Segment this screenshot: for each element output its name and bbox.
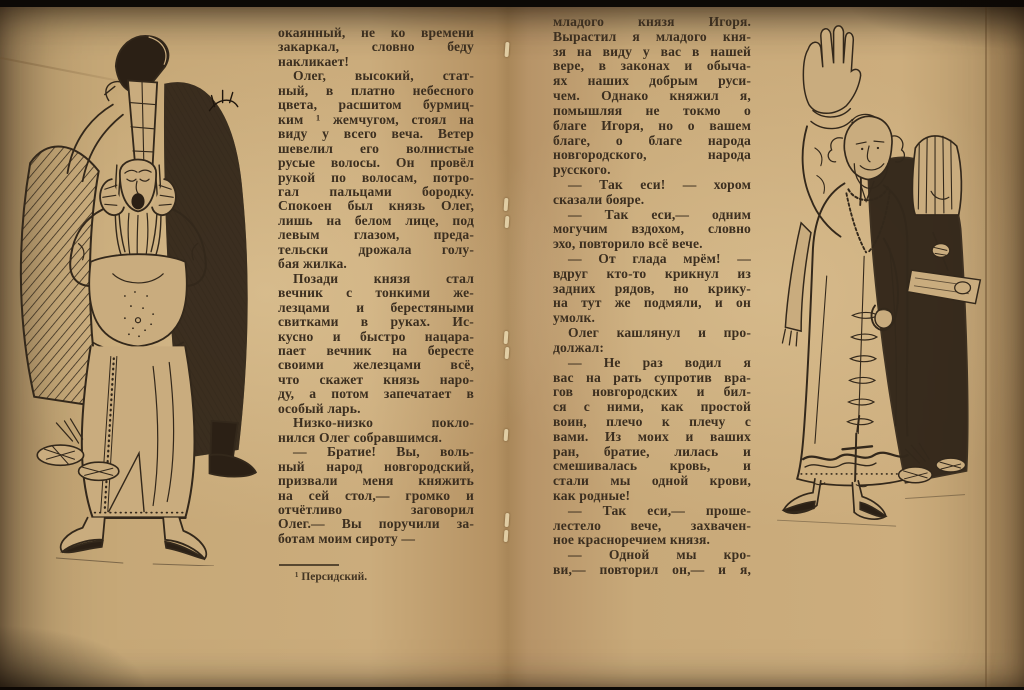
stitch-thread xyxy=(504,429,509,441)
text-line: кусно и быстро нацара- xyxy=(278,329,474,344)
left-illustration xyxy=(12,22,264,566)
text-line: вечник с тонкими же- xyxy=(278,286,474,301)
text-line: ся с ними, как простой xyxy=(553,400,751,415)
text-line: русского. xyxy=(553,163,611,178)
text-line: ный, в платно небесного xyxy=(278,83,474,98)
text-line: своими железцами всё, xyxy=(278,358,474,373)
shadow-corner xyxy=(0,620,160,690)
text-line: новгородского, народа xyxy=(553,148,751,163)
text-line: лезцами и берестяными xyxy=(278,300,474,315)
text-line: лестело вече, захвачен- xyxy=(553,518,751,533)
text-line: как родные! xyxy=(553,489,631,503)
text-line: окаянный, не ко времени xyxy=(278,26,474,40)
text-line: ран, братие, лилась и xyxy=(553,444,751,459)
right-text-column xyxy=(553,15,751,578)
text-line: на тут же подмяли, и он xyxy=(553,296,751,311)
stitch-thread xyxy=(505,347,510,359)
text-line: русые волосы. Он провёл xyxy=(278,156,474,171)
left-text-column xyxy=(278,26,474,546)
text-line: нился Олег собравшимся. xyxy=(278,430,443,445)
text-line: рукой по волосам, потро- xyxy=(278,170,474,185)
text-line: особый ларь. xyxy=(278,401,361,416)
text-line: стали мы одной крови, xyxy=(553,474,751,489)
text-line: могучим вздохом, словно xyxy=(553,222,751,237)
text-line: призвали меня княжить xyxy=(278,474,474,489)
text-line: гов новгородских и бил- xyxy=(553,385,751,400)
text-line: Вырастил я младого кня- xyxy=(553,29,751,44)
text-line: виду у всего веча. Ветер xyxy=(278,127,474,142)
text-line: — Так еси,— одним xyxy=(568,207,751,222)
text-line: тельски дрожала голу- xyxy=(278,242,474,257)
text-line: бая жилка. xyxy=(278,257,347,272)
text-line: гал пальцами бородку. xyxy=(278,184,474,199)
text-line: вере, в законах и обыча- xyxy=(553,59,751,74)
text-line: ный народ новгородский, xyxy=(278,459,474,474)
text-line: — Так еси! — хором xyxy=(568,177,751,192)
text-line: левым глазом, преда- xyxy=(278,228,474,243)
footnote: ¹ Персидский. xyxy=(295,571,368,583)
stitch-thread xyxy=(505,216,510,228)
text-line: цвета, расшитом бурмиц- xyxy=(278,98,474,113)
text-line: вас на рать супротив вра- xyxy=(553,370,751,385)
text-line: должал: xyxy=(553,340,605,355)
text-line: ях наших добрым руси- xyxy=(553,74,751,89)
text-line: — Братие! Вы, воль- xyxy=(293,445,474,460)
text-line: ное красноречием князя. xyxy=(553,533,711,548)
text-line: — От глада мрём! — xyxy=(568,252,751,266)
text-line: помышляя не токмо о xyxy=(553,103,751,118)
text-line: задних рядов, но крику- xyxy=(553,281,751,296)
text-line: пает вечник на бересте xyxy=(278,343,474,358)
text-line: эхо, повторило всё вече. xyxy=(553,237,703,252)
text-line: накликает! xyxy=(278,54,350,69)
text-line: умолк. xyxy=(553,311,596,326)
text-line: воин, плечо к плечу с xyxy=(553,414,751,429)
text-line: Позади князя стал xyxy=(293,271,474,286)
text-line: младого князя Игоря. xyxy=(553,15,751,29)
text-line: Олег, высокий, стат- xyxy=(293,69,474,84)
stitch-thread xyxy=(504,530,509,542)
text-line: ви,— повторил он,— и я, xyxy=(553,563,751,578)
text-line: Олег.— Вы поручили за- xyxy=(278,517,474,532)
text-line: чем. Однако княжил я, xyxy=(553,89,751,104)
footnote-rule xyxy=(279,564,339,566)
text-line: ким ¹ жемчугом, стоял на xyxy=(278,112,474,127)
text-line: закаркал, словно беду xyxy=(278,40,474,55)
text-line: отчётливо заговорил xyxy=(278,502,474,517)
text-line: — Не раз водил я xyxy=(568,355,751,370)
text-line: свитками в руках. Ис- xyxy=(278,315,474,330)
text-line: Низко-низко покло- xyxy=(293,416,474,431)
text-line: — Так еси,— проше- xyxy=(568,503,751,518)
text-line: благе Игоря, но о вашем xyxy=(553,118,751,133)
text-line: зя на виду у вас в нашей xyxy=(553,44,751,59)
text-line: Олег кашлянул и про- xyxy=(568,326,751,341)
text-line: вдруг кто-то крикнул из xyxy=(553,266,751,281)
text-line: — Одной мы кро- xyxy=(568,548,751,563)
text-line: шевелил его волнистые xyxy=(278,141,474,156)
text-line: смешивалась кровь, и xyxy=(553,459,751,474)
text-line: лишь на белом лице, под xyxy=(278,213,474,228)
text-line: сказали бояре. xyxy=(553,192,645,207)
text-line: на сей стол,— громко и xyxy=(278,488,474,503)
text-line: Спокоен был князь Олег, xyxy=(278,199,474,214)
text-line: ду, а потом запечатает в xyxy=(278,387,474,402)
text-line: благе, о благе народа xyxy=(553,133,751,148)
text-line: ботам моим сироту — xyxy=(278,531,416,546)
text-line: вами. Из моих и ваших xyxy=(553,429,751,444)
right-illustration xyxy=(755,20,992,532)
text-line: что скажет князь наро- xyxy=(278,372,474,387)
